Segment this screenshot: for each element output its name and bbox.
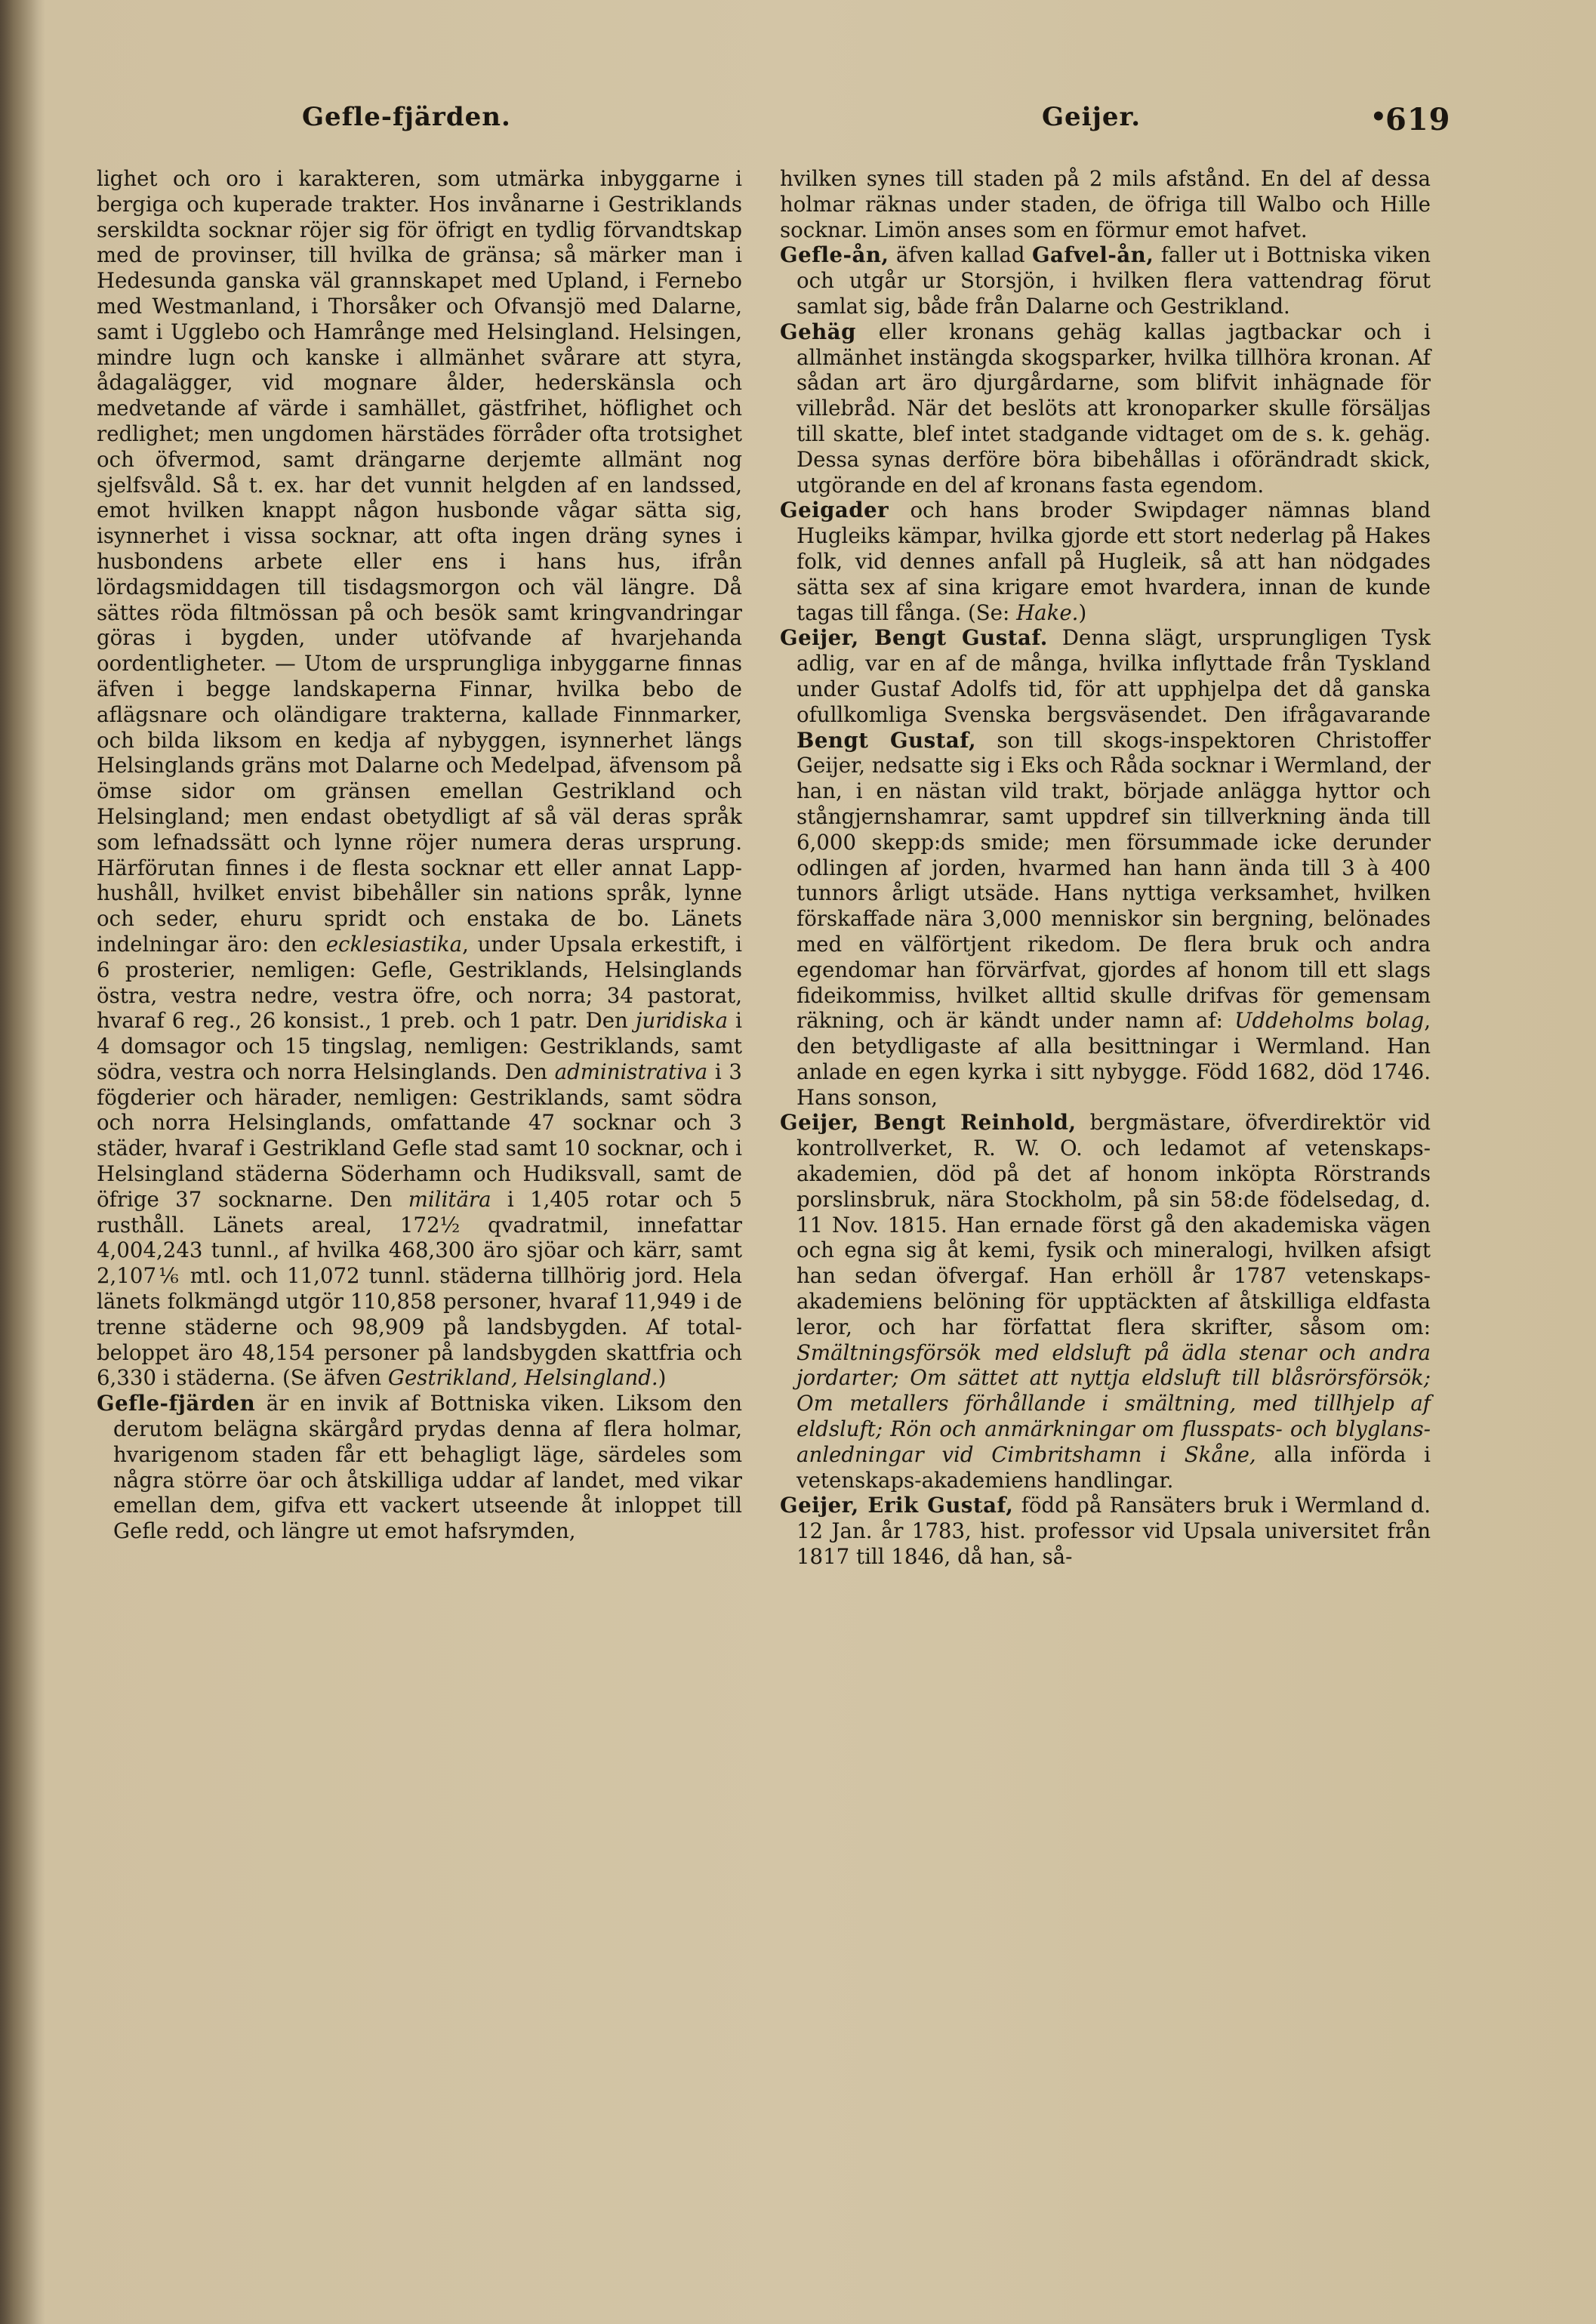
header-right-word: Geijer. — [1042, 102, 1142, 132]
paragraph-continuation — [97, 166, 742, 1391]
text-run: eller kronans gehäg kallas jagtbackar och i allmänhet instängda skogsparker, hvilka tillhöra kronan. Af sådan art äro djurgårdarne, som blifvit inhägnade för villebråd. När det beslöts att kronoparker skulle försäljas till skatte, blef intet stadgande vidtaget om de s. k. gehäg. Dessa synas derföre böra bibehållas i oförändradt skick, utgörande en del af kronans fasta egendom. — [796, 319, 1431, 498]
text-run: är en invik af Bottniska viken. Liksom den derutom belägna skärgård prydas denna af flera holmar, hvarigenom staden får ett behagligt läge, särdeles som några större öar och åtskilliga uddar af landet, med vikar emellan dem, gifva ett vackert utseende åt inloppet till Gefle redd, och längre ut emot hafsrymden, — [113, 1391, 742, 1544]
header-dot: • — [1370, 102, 1388, 132]
entry-headword: Geijer, Erik Gustaf, — [780, 1493, 1014, 1518]
paragraph-continuation: hvilken synes till staden på 2 mils afstånd. En del af dessa holmar räknas under staden, de öfriga till Walbo och Hille socknar. Limön anses som en förmur emot hafvet. — [780, 166, 1431, 242]
italic-run: ecklesiastika — [325, 931, 463, 957]
italic-run: administrativa — [554, 1059, 708, 1084]
text-run: ) — [658, 1365, 667, 1391]
text-run: i 4 domsagor och 15 tingslag, nemligen: Gestriklands, samt södra, vestra och norra Helsinglands. Den — [97, 1008, 742, 1084]
italic-run: Uddeholms bolag — [1234, 1008, 1425, 1034]
entry-headword: Geijer, Bengt Reinhold, — [780, 1110, 1077, 1136]
text-run: bergmästare, öfverdirektör vid kontrollverket, R. W. O. och ledamot af vetenskaps-akademien, död på det af honom inköpta Rörstrands porslinsbruk, nära Stockholm, på sin 58:de födelsedag, d. 11 Nov. 1815. Han ernade först gå den akademiska vägen och egna sig åt kemi, fysik och mineralogi, hvilken afsigt han sedan öfvergaf. Han erhöll år 1787 vetenskaps-akademiens belöning för upptäckten af åtskilliga eldfasta leror, och har författat flera skrifter, såsom om: — [796, 1110, 1431, 1339]
left-column — [97, 166, 742, 1544]
entry-geigader — [780, 498, 1431, 625]
text-run: faller ut i Bottniska viken och utgår ur Storsjön, i hvilken flera vattendrag förut samlat sig, både från Dalarne och Gestrikland. — [796, 242, 1431, 319]
entry-geijer-bengt-gustaf — [780, 625, 1431, 1110]
entry-headword: Gehäg — [780, 319, 856, 344]
right-column — [780, 166, 1431, 1570]
entry-headword: Gefle-fjärden — [97, 1391, 256, 1416]
text-run: alla införda i vetenskaps-akademiens handlingar. — [796, 1441, 1431, 1493]
text-run: , den betydligaste af alla besittningar i Wermland. Han anlade en egen kyrka i sitt nybygge. Född 1682, död 1746. Hans sonson, — [796, 1008, 1431, 1110]
text-run: lighet och oro i karakteren, som utmärka inbyggarne i bergiga och kuperade trakter. Hos invånarne i Gestriklands serskildta socknar röjer sig för öfrigt en tydlig förvandtskap med de provinser, till hvilka de gränsa; så märker man i Hedesunda ganska väl grannskapet med Upland, i Fernebo med Westmanland, i Thorsåker och Ofvansjö med Dalarne, samt i Ugglebo och Hamrånge med Helsingland. Helsingen, mindre lugn och kanske i allmänhet svårare att styra, ådagalägger, vid mognare ålder, hederskänsla och medvetande af värde i samhället, gästfrihet, höflighet och redlighet; men ungdomen härstädes förråder ofta trotsighet och öfvermod, samt drängarne derjemte allmänt nog sjelfsvåld. Så t. ex. har det vunnit helgden af en landssed, emot hvilken knappt någon husbonde vågar sätta sig, isynnerhet i vissa socknar, att ofta ingen dräng synes i husbondens arbete eller ens i hans hus, ifrån lördagsmiddagen till tisdagsmorgon och väl längre. Då sättes röda filtmössan på och besök samt kringvandringar göras i bygden, under utöfvande af hvarjehanda oordentligheter. — Utom de ursprungliga inbyggarne finnas äfven i begge landskaperna Finnar, hvilka bebo de aflägsnare och oländigare trakterna, kallade Finnmarker, och bilda liksom en kedja af nybyggen, isynnerhet längs Helsinglands gräns mot Dalarne och Medelpad, äfvensom på ömse sidor om gränsen emellan Gestrikland och Helsingland; men endast obetydligt af så väl deras språk som lefnadssätt och lynne röjer numera deras ursprung. Härförutan finnes i de flesta socknar ett eller annat Lapp-hushåll, hvilket envist bibehåller sin nations språk, lynne och seder, ehuru spridt och enstaka de bo. Länets indelningar äro: den — [97, 166, 742, 957]
entry-headword: Geijer, Bengt Gustaf. — [780, 625, 1048, 651]
italic-run: militära — [408, 1186, 491, 1212]
running-header — [0, 102, 1596, 155]
binding-shadow — [0, 0, 45, 2324]
entry-headword: Geigader — [780, 498, 889, 523]
italic-run: Hake. — [1016, 599, 1079, 625]
entry-headword: Gefle-ån, — [780, 242, 889, 268]
text-run: född på Ransäters bruk i Wermland d. 12 Jan. år 1783, hist. professor vid Upsala universitet från 1817 till 1846, då han, så- — [796, 1493, 1431, 1570]
italic-run: juridiska — [635, 1008, 729, 1034]
text-run: son till skogs-inspektoren Christoffer Geijer, nedsatte sig i Eks och Råda socknar i Wermland, der han, i en nästan vild trakt, började anlägga hyttor och stångjernshamrar, samt uppdref sin tillverkning ända till 6,000 skepp:ds smide; men försummade icke derunder odlingen af jorden, hvarmed han hann ända till 3 à 400 tunnors årligt utsäde. Hans nyttiga verksamhet, hvilken förskaffade nära 3,000 menniskor sin bergning, belönades med en välförtjent rikedom. De flera bruk och andra egendomar han förvärfvat, gjordes af honom till ett slags fideikommiss, hvilket alltid skulle drifvas för gemensam räkning, och är kändt under namn af: — [796, 727, 1431, 1034]
entry-geijer-erik-gustaf — [780, 1493, 1431, 1569]
italic-run: Gestrikland, Helsingland. — [387, 1365, 658, 1391]
text-run: i 1,405 rotar och 5 rusthåll. Länets areal, 172½ qvadratmil, innefattar 4,004,243 tunnl., af hvilka 468,300 äro sjöar och kärr, samt 2,107⅙ mtl. och 11,072 tunnl. städerna tillhörig jord. Hela länets folkmängd utgör 110,858 personer, hvaraf 11,949 i de trenne städerne och 98,909 på landsbygden. Af total-beloppet äro 48,154 personer på landsbygden skattfria och 6,330 i städerna. (Se äfven — [97, 1186, 742, 1391]
entry-gehag — [780, 319, 1431, 498]
text-run: äfven kallad — [889, 242, 1032, 268]
text-run: och hans broder Swipdager nämnas bland Hugleiks kämpar, hvilka gjorde ett stort nederlag på Hakes folk, vid dennes anfall på Hugleik, så att han nödgades sätta sex af sina krigare emot hvardera, innan de kunde tagas till fånga. (Se: — [796, 498, 1431, 625]
entry-gefle-fjarden — [97, 1391, 742, 1544]
text-run: , under Upsala erkestift, i 6 prosterier, nemligen: Gefle, Gestriklands, Helsinglands östra, vestra nedre, vestra öfre, och norra; 34 pastorat, hvaraf 6 reg., 26 konsist., 1 preb. och 1 patr. Den — [97, 931, 742, 1034]
text-run: Denna slägt, ursprungligen Tysk adlig, var en af de många, hvilka inflyttade från Tyskland under Gustaf Adolfs tid, för att upphjelpa det då ganska ofullkomliga Svenska bergsväsendet. Den ifrågavarande — [796, 625, 1431, 727]
text-run: ) — [1078, 599, 1087, 625]
entry-geijer-bengt-reinhold — [780, 1110, 1431, 1493]
entry-gefle-an — [780, 242, 1431, 319]
entry-headword: Bengt Gustaf, — [796, 727, 977, 753]
entry-headword: Gafvel-ån, — [1031, 242, 1154, 268]
italic-run: Smältningsförsök med eldsluft på ädla stenar och andra jordarter; Om sättet att nyttja eldsluft till blåsrörsförsök; Om metallers förhållande i smältning, med tillhjelp af eldsluft; Rön och anmärkningar om flusspats- och blyglans-anledningar vid Cimbritshamn i Skåne, — [796, 1339, 1431, 1467]
page-number: 619 — [1385, 102, 1451, 137]
text-run: i 3 fögderier och härader, nemligen: Gestriklands, samt södra och norra Helsinglands, omfattande 47 socknar och 3 städer, hvaraf i Gestrikland Gefle stad samt 10 socknar, och i Helsingland städerna Söderhamn och Hudiksvall, samt de öfrige 37 socknarne. Den — [97, 1059, 742, 1212]
header-left-word: Gefle-fjärden. — [302, 102, 511, 132]
